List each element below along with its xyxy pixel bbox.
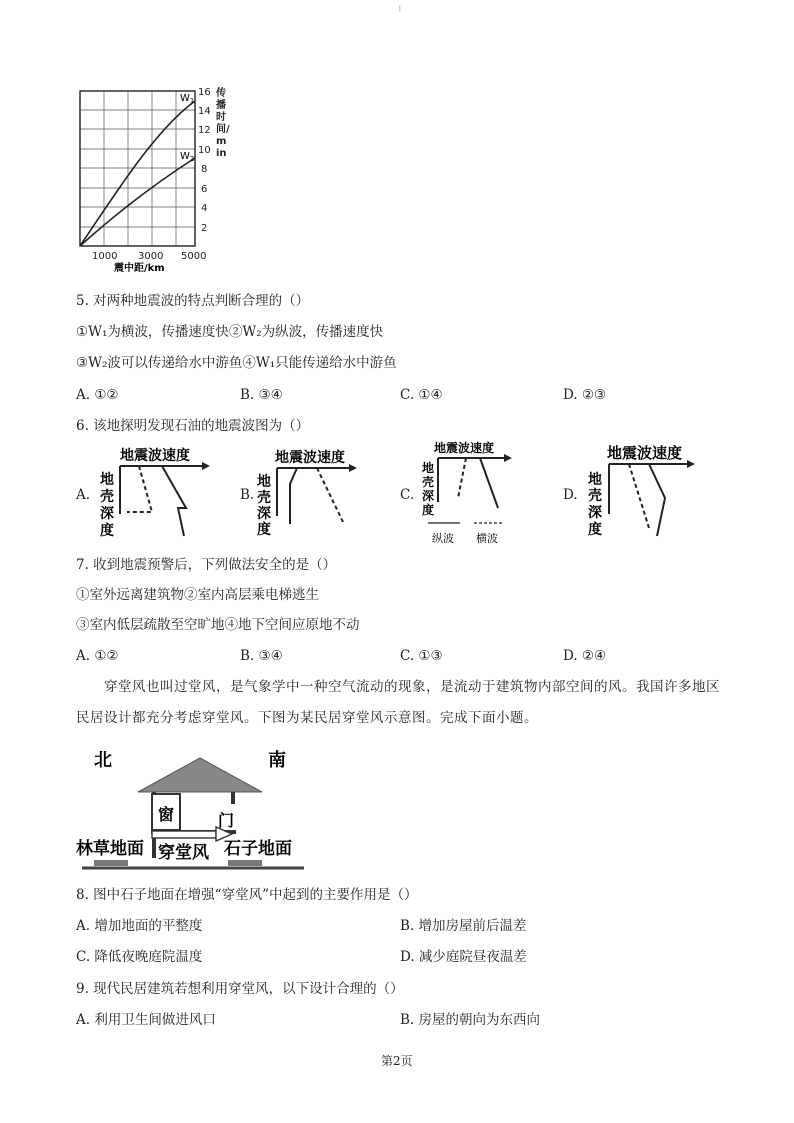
svg-text:度: 度 <box>588 522 602 538</box>
q6-stem: 6. 该地探明发现石油的地震波图为（） <box>76 418 310 434</box>
q7-stem: 7. 收到地震预警后，下列做法安全的是（） <box>76 557 337 573</box>
svg-text:壳: 壳 <box>422 475 435 489</box>
svg-text:度: 度 <box>100 523 114 539</box>
q6c-legend-s: 横波 <box>476 532 498 545</box>
q6c-title: 地震波速度 <box>434 441 495 455</box>
q6d-s-wave <box>649 464 665 536</box>
q6d-axis-label <box>588 471 602 538</box>
q6a-axis-label <box>100 471 114 539</box>
q8-option-c: C. 降低夜晚庭院温度 <box>76 949 203 965</box>
q7-option-b: B. ③④ <box>240 648 283 664</box>
svg-text:度: 度 <box>422 503 435 517</box>
q5-line1: ①W₁为横波，传播速度快②W₂为纵波，传播速度快 <box>76 324 384 340</box>
q6a-s-wave <box>162 466 186 536</box>
q6-option-b: B. <box>240 487 255 503</box>
svg-text:深: 深 <box>422 489 435 503</box>
q9-option-b: B. 房屋的朝向为东西向 <box>400 1012 541 1028</box>
q6-figure-c <box>418 436 528 548</box>
label-window: 窗 <box>158 805 175 824</box>
q6-figure-d <box>585 440 705 540</box>
label-stone-ground: 石子地面 <box>224 839 292 859</box>
svg-text:地: 地 <box>100 472 114 488</box>
svg-text:深: 深 <box>257 506 271 522</box>
svg-text:壳: 壳 <box>100 489 114 505</box>
q6a-title: 地震波速度 <box>120 448 190 464</box>
q5-option-a: A. ①② <box>76 387 119 403</box>
house-roof <box>138 758 262 792</box>
svg-text:度: 度 <box>257 522 271 538</box>
w2-curve <box>80 158 195 246</box>
label-north: 北 <box>94 750 112 771</box>
svg-text:2: 2 <box>201 223 208 234</box>
svg-text:6: 6 <box>201 184 208 195</box>
q7-line1: ①室外远离建筑物②室内高层乘电梯逃生 <box>76 587 319 603</box>
q6b-s-wave <box>290 468 297 524</box>
house-figure <box>72 744 312 874</box>
page-number: 第2页 <box>381 1054 413 1068</box>
svg-text:深: 深 <box>100 506 114 522</box>
svg-text:12: 12 <box>198 125 211 136</box>
svg-text:8: 8 <box>201 164 208 175</box>
svg-text:10: 10 <box>198 145 211 156</box>
q6b-title: 地震波速度 <box>275 450 345 466</box>
q6b-p-wave <box>317 468 343 522</box>
q5-option-c: C. ①④ <box>400 387 443 403</box>
label-door: 门 <box>218 811 235 830</box>
q6-option-c: C. <box>400 487 415 503</box>
q6d-p-wave <box>629 464 649 528</box>
q9-option-a: A. 利用卫生间做进风口 <box>76 1012 216 1028</box>
q6d-title: 地震波速度 <box>607 444 683 462</box>
label-south: 南 <box>268 750 286 771</box>
q8-option-d: D. 减少庭院昼夜温差 <box>400 949 527 965</box>
q5-stem: 5. 对两种地震波的特点判断合理的（） <box>76 293 310 309</box>
svg-text:5000: 5000 <box>181 251 207 262</box>
wind-arrow-shaft <box>152 831 216 838</box>
label-grass-ground: 林草地面 <box>76 839 144 859</box>
svg-text:14: 14 <box>198 106 211 117</box>
q6c-legend-p: 纵波 <box>432 532 454 545</box>
q6a-p-wave <box>127 466 152 512</box>
q7-option-d: D. ②④ <box>563 648 607 664</box>
w2-label: $W_2$ <box>180 151 195 163</box>
q6c-axis-label <box>422 460 434 517</box>
svg-text:深: 深 <box>588 505 602 521</box>
x-axis-ticks <box>92 251 206 262</box>
q6b-axis-label <box>257 473 271 538</box>
svg-text:地: 地 <box>257 474 271 490</box>
label-through-wind: 穿堂风 <box>158 843 209 863</box>
q9-stem: 9. 现代民居建筑若想利用穿堂风，以下设计合理的（） <box>76 981 404 997</box>
svg-text:1000: 1000 <box>92 251 118 262</box>
q7-option-a: A. ①② <box>76 648 119 664</box>
q5-option-b: B. ③④ <box>240 387 283 403</box>
q8-option-b: B. 增加房屋前后温差 <box>400 918 527 934</box>
q6-option-d: D. <box>563 487 578 503</box>
w1-label: $W_1$ <box>180 93 195 105</box>
wall-south-upper <box>231 792 235 804</box>
q6-figure-a <box>94 444 214 539</box>
svg-text:壳: 壳 <box>257 490 271 506</box>
page-top-mark: 1 <box>398 6 402 13</box>
svg-text:16: 16 <box>198 87 211 98</box>
intro-line2: 民居设计都充分考虑穿堂风。下图为某民居穿堂风示意图。完成下面小题。 <box>76 710 538 726</box>
stone-ground-strip <box>228 860 262 866</box>
q8-stem: 8. 图中石子地面在增强“穿堂风”中起到的主要作用是（） <box>76 887 418 903</box>
intro-line1: 穿堂风也叫过堂风，是气象学中一种空气流动的现象，是流动于建筑物内部空间的风。我国许多地区 <box>104 679 720 695</box>
q6-figure-b <box>255 444 365 539</box>
svg-text:地: 地 <box>422 461 435 475</box>
x-axis-label: 震中距/km <box>114 263 165 274</box>
q5-option-d: D. ②③ <box>563 387 607 403</box>
q6c-s-wave <box>480 458 498 508</box>
svg-text:壳: 壳 <box>588 488 602 504</box>
svg-text:地: 地 <box>588 472 602 488</box>
q8-option-a: A. 增加地面的平整度 <box>76 918 203 934</box>
q7-line2: ③室内低层疏散至空旷地④地下空间应原地不动 <box>76 617 360 633</box>
w1-curve <box>80 101 195 246</box>
right-axis-ticks <box>198 87 211 234</box>
grass-ground-strip <box>94 860 128 866</box>
svg-text:4: 4 <box>201 203 208 214</box>
q7-option-c: C. ①③ <box>400 648 443 664</box>
q6c-p-wave <box>458 458 466 498</box>
svg-text:3000: 3000 <box>138 251 164 262</box>
right-axis-label: 传播时间/min <box>216 88 230 159</box>
q5-line2: ③W₂波可以传递给水中游鱼④W₁只能传递给水中游鱼 <box>76 355 397 371</box>
q6-option-a: A. <box>76 487 91 503</box>
